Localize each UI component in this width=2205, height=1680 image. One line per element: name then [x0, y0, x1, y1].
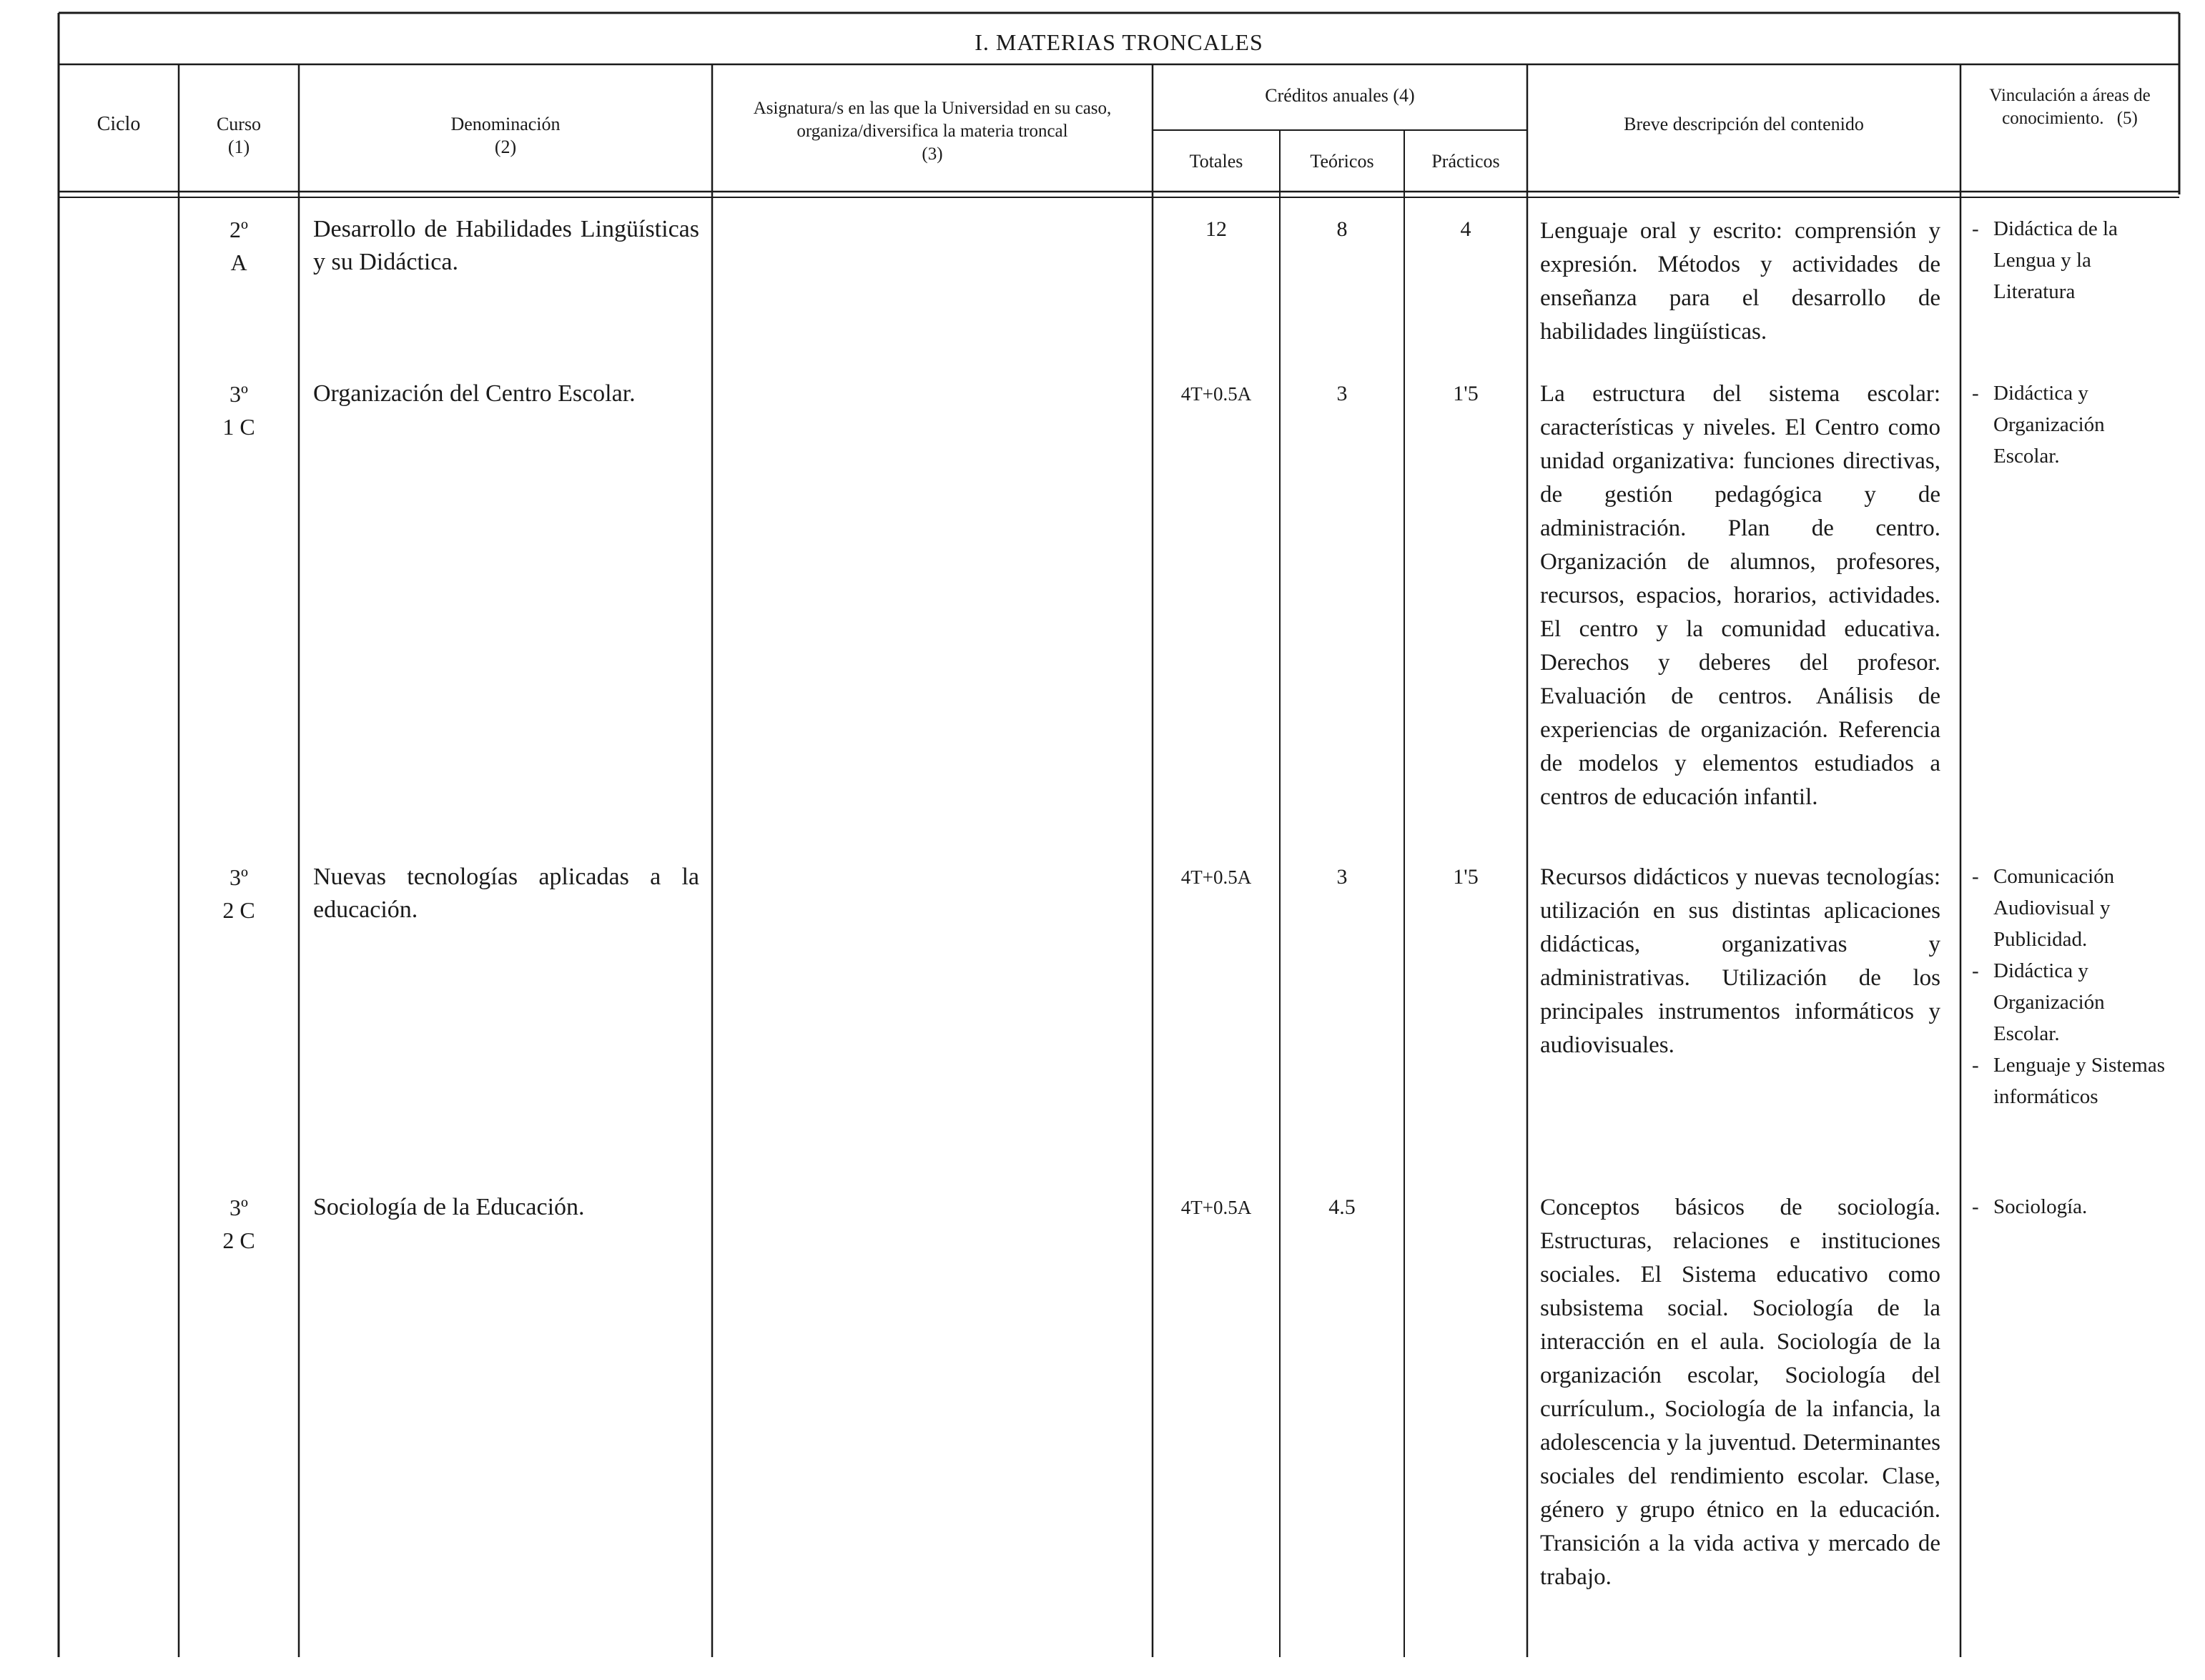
- row4-area-1: - Sociología.: [1969, 1191, 2162, 1222]
- header-asignaturas-ref: (3): [922, 144, 943, 164]
- row4-areas: [1969, 1191, 2162, 1222]
- header-denominacion-label: Denominación: [450, 114, 561, 134]
- header-vinculacion-label: Vinculación a áreas de conocimiento.: [1989, 86, 2151, 128]
- header-curso: [179, 113, 299, 159]
- row3-area-3: - Lenguaje y Sistemas informáticos: [1969, 1049, 2172, 1112]
- row1-totales: 12: [1205, 217, 1227, 241]
- row4-curso-term: 2 C: [222, 1227, 255, 1253]
- row3-curso-year: 3º: [230, 864, 248, 890]
- row3-practicos: 1'5: [1453, 865, 1479, 889]
- section-title: I. MATERIAS TRONCALES: [975, 29, 1263, 55]
- header-creditos: Créditos anuales (4): [1265, 85, 1415, 106]
- row2-denominacion: Organización del Centro Escolar.: [313, 380, 636, 407]
- row2-curso-term: 1 C: [222, 414, 255, 440]
- header-teoricos: Teóricos: [1310, 151, 1374, 172]
- row3-totales: 4T+0.5A: [1180, 866, 1252, 888]
- header-totales: Totales: [1189, 151, 1243, 172]
- row4-curso-year: 3º: [230, 1195, 248, 1220]
- row2-area-1: - Didáctica y Organización Escolar.: [1969, 377, 2162, 472]
- row3-areas: [1969, 861, 2172, 1112]
- row2-totales: 4T+0.5A: [1180, 383, 1252, 405]
- row1-descripcion: Lenguaje oral y escrito: comprensión y expresión. Métodos y actividades de enseñanza para el desarrollo de habilidades lingüísticas.: [1540, 218, 1940, 345]
- row2-curso: [179, 377, 299, 443]
- row2-areas: [1969, 377, 2162, 472]
- row2-practicos: 1'5: [1453, 382, 1479, 405]
- header-vinculacion: [1960, 84, 2179, 130]
- row1-practicos: 4: [1460, 217, 1471, 241]
- row1-curso-year: 2º: [230, 217, 248, 242]
- row1-teoricos: 8: [1336, 217, 1348, 241]
- header-curso-ref: (1): [227, 137, 250, 157]
- row1-area-1: - Didáctica de la Lengua y la Literatura: [1969, 213, 2162, 307]
- row3-teoricos: 3: [1336, 865, 1348, 889]
- header-curso-label: Curso: [216, 114, 262, 134]
- header-denominacion: [299, 113, 712, 159]
- header-denominacion-ref: (2): [494, 137, 517, 157]
- row3-descripcion: Recursos didácticos y nuevas tecnologías: utilización en sus distintas aplicaciones didácticas, organizativas y administrativas. Utilización de los principales instrumentos informáticos y audiovisuales.: [1540, 864, 1940, 1058]
- row3-curso-term: 2 C: [222, 897, 255, 923]
- row4-teoricos: 4.5: [1328, 1195, 1356, 1219]
- header-ciclo: Ciclo: [97, 113, 141, 135]
- row4-curso: [179, 1191, 299, 1257]
- row4-totales: 4T+0.5A: [1180, 1197, 1252, 1218]
- header-asignaturas-label: Asignatura/s en las que la Universidad en su caso, organiza/diversifica la materia troncal: [753, 99, 1112, 141]
- header-practicos: Prácticos: [1431, 151, 1500, 172]
- row1-denominacion: Desarrollo de Habilidades Lingüísticas y su Didáctica.: [313, 216, 699, 275]
- row1-areas: [1969, 213, 2162, 307]
- row3-area-2: - Didáctica y Organización Escolar.: [1969, 955, 2172, 1049]
- row2-teoricos: 3: [1336, 382, 1348, 405]
- row3-curso: [179, 861, 299, 927]
- row3-denominacion: Nuevas tecnologías aplicadas a la educación.: [313, 864, 699, 923]
- header-descripcion: Breve descripción del contenido: [1624, 114, 1864, 134]
- row2-descripcion: La estructura del sistema escolar: características y niveles. El Centro como unidad organizativa: funciones directivas, de gestión pedagógica y de administración. Plan de centro. Organización de alumnos, profesores, recursos, espacios, horarios, actividades. El centro y la comunidad educativa. Derechos y deberes del profesor. Evaluación de centros. Análisis de experiencias de organización. Referencia de modelos y elementos estudiados a centros de educación infantil.: [1540, 381, 1940, 810]
- header-asignaturas: [722, 97, 1143, 166]
- row3-area-1: - Comunicación Audiovisual y Publicidad.: [1969, 861, 2172, 955]
- row4-descripcion: Conceptos básicos de sociología. Estructuras, relaciones e instituciones sociales. El Sistema educativo como subsistema social. Sociología de la interacción en el aula. Sociología de la organización escolar, Sociología del currículum., Sociología de la infancia, la adolescencia y la juventud. Determinantes sociales del rendimiento escolar. Clase, género y grupo étnico en la educación. Transición a la vida activa y mercado de trabajo.: [1540, 1195, 1940, 1590]
- row1-curso: [179, 213, 299, 279]
- row4-denominacion: Sociología de la Educación.: [313, 1194, 585, 1220]
- header-vinculacion-ref: (5): [2116, 109, 2138, 128]
- row1-curso-term: A: [230, 249, 247, 275]
- row2-curso-year: 3º: [230, 381, 248, 407]
